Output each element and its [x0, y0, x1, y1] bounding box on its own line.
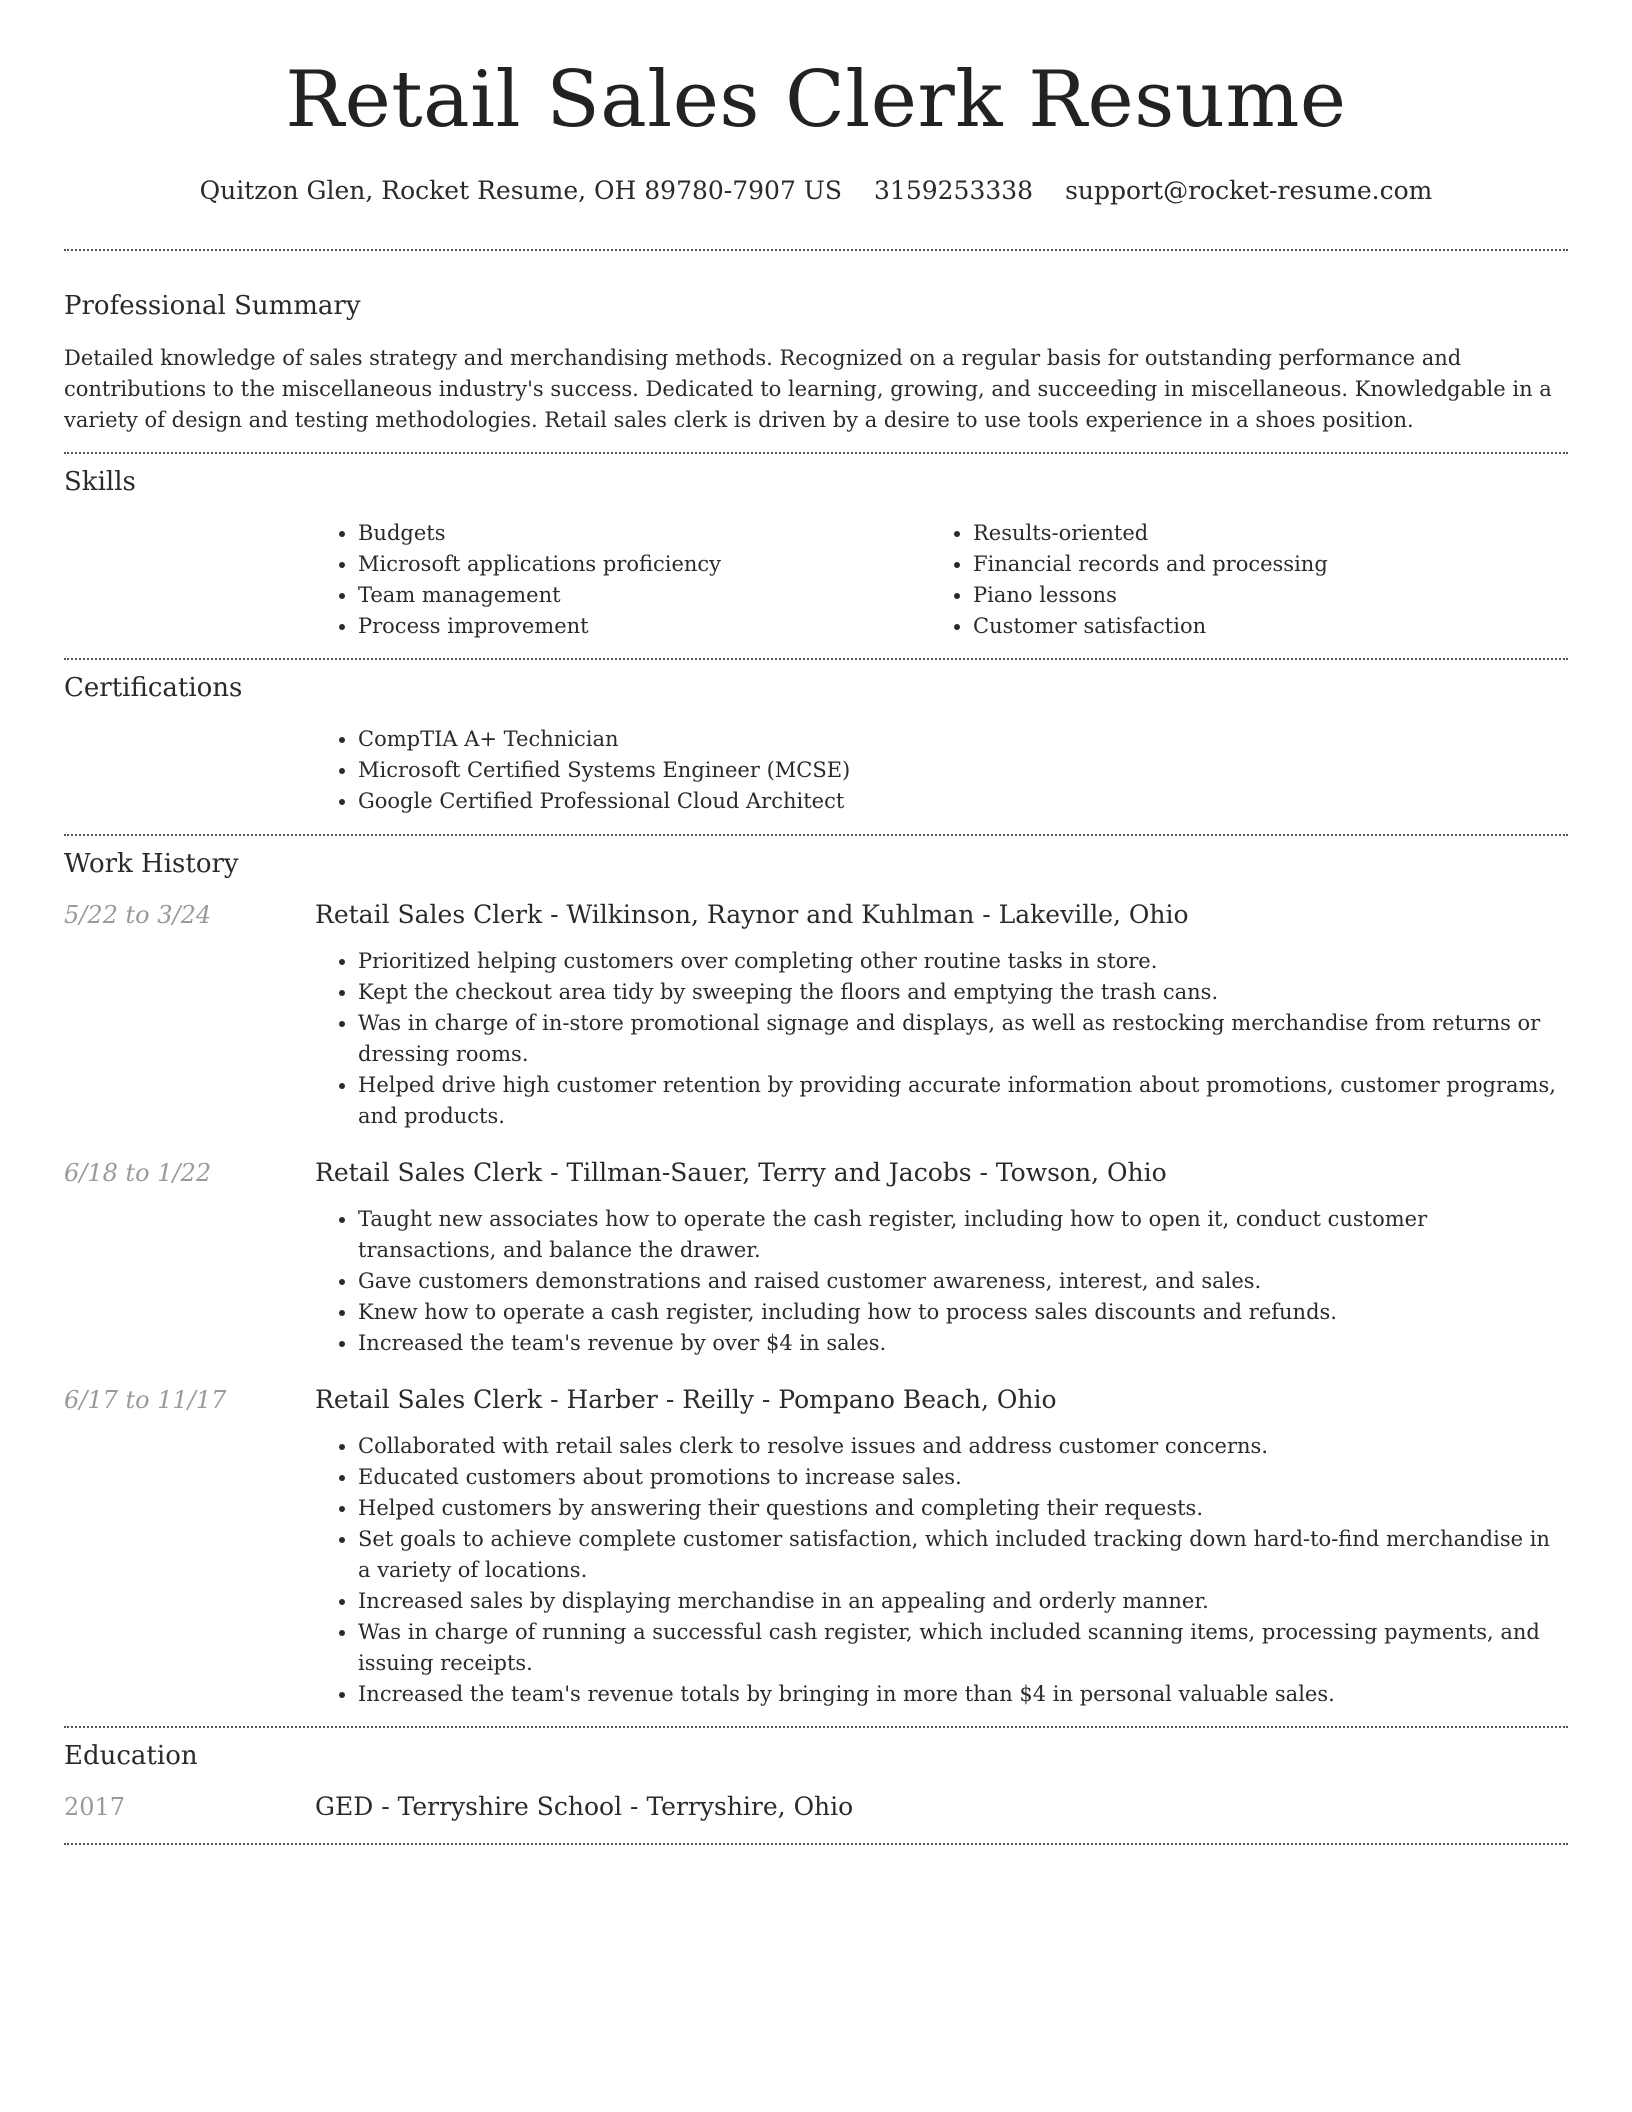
skills-list — [315, 518, 1568, 642]
header-divider — [64, 249, 1568, 251]
certification-item: • CompTIA A+ Technician — [358, 724, 1568, 755]
certifications-heading: Certifications — [64, 673, 243, 703]
skill-item: • Piano lessons — [973, 580, 1568, 611]
job-entry — [64, 900, 1568, 1132]
job-title: Retail Sales Clerk - Tillman-Sauer, Terry and Jacobs - Towson, Ohio — [315, 1158, 1167, 1187]
education-year: 2017 — [64, 1793, 126, 1821]
certification-item: • Google Certified Professional Cloud Architect — [358, 786, 1568, 817]
job-duty: • Kept the checkout area tidy by sweeping the floors and emptying the trash cans. — [358, 977, 1568, 1008]
skill-item: • Financial records and processing — [973, 549, 1568, 580]
education-title: GED - Terryshire School - Terryshire, Ohio — [315, 1792, 854, 1821]
skill-item: • Budgets — [358, 518, 930, 549]
job-duty: • Increased the team's revenue by over $4 in sales. — [358, 1328, 1568, 1359]
certifications-divider — [64, 834, 1568, 836]
skill-item: • Results-oriented — [973, 518, 1568, 549]
job-header — [64, 1385, 1568, 1414]
certifications-list — [315, 724, 1568, 817]
job-duty: • Collaborated with retail sales clerk to resolve issues and address customer concerns. — [358, 1431, 1568, 1462]
work-history-section — [64, 846, 1568, 1710]
skill-item: • Process improvement — [358, 611, 930, 642]
job-duties — [315, 946, 1568, 1132]
job-duty: • Increased the team's revenue totals by bringing in more than $4 in personal valuable sales. — [358, 1679, 1568, 1710]
resume-title: Retail Sales Clerk Resume — [285, 55, 1347, 145]
job-duty: • Educated customers about promotions to increase sales. — [358, 1462, 1568, 1493]
skills-column-left — [315, 518, 930, 642]
contact-phone: 3159253338 — [874, 176, 1034, 205]
certifications-section — [64, 670, 1568, 817]
job-title: Retail Sales Clerk - Harber - Reilly - Pompano Beach, Ohio — [315, 1385, 1057, 1414]
job-duty: • Helped drive high customer retention by providing accurate information about promotions, customer programs, and products. — [358, 1070, 1568, 1132]
summary-divider — [64, 452, 1568, 454]
job-entry — [64, 1385, 1568, 1710]
skills-section — [64, 464, 1568, 642]
summary-text: Detailed knowledge of sales strategy and merchandising methods. Recognized on a regular basis for outstanding performance and contributions to the miscellaneous industry's success. Dedicated to learning, growing, and succeeding in miscellaneous. Knowledgable in a variety of design and testing methodologies. Retail sales clerk is driven by a desire to use tools experience in a shoes position. — [64, 346, 1552, 432]
work-history-heading: Work History — [64, 849, 239, 879]
job-dates: 6/17 to 11/17 — [64, 1386, 227, 1414]
job-duties — [315, 1204, 1568, 1359]
certification-item: • Microsoft Certified Systems Engineer (MCSE) — [358, 755, 1568, 786]
job-title: Retail Sales Clerk - Wilkinson, Raynor and Kuhlman - Lakeville, Ohio — [315, 900, 1189, 929]
skills-column-right — [930, 518, 1568, 642]
skills-divider — [64, 658, 1568, 660]
job-duty: • Set goals to achieve complete customer satisfaction, which included tracking down hard-to-find merchandise in a variety of locations. — [358, 1524, 1568, 1586]
skill-item: • Microsoft applications proficiency — [358, 549, 930, 580]
education-heading: Education — [64, 1741, 198, 1771]
work-history-divider — [64, 1726, 1568, 1728]
job-duty: • Taught new associates how to operate the cash register, including how to open it, conduct customer transactions, and balance the drawer. — [358, 1204, 1568, 1266]
job-dates: 5/22 to 3/24 — [64, 901, 212, 929]
job-entry — [64, 1158, 1568, 1359]
contact-address: Quitzon Glen, Rocket Resume, OH 89780-7907 US — [199, 176, 843, 205]
job-duty: • Helped customers by answering their questions and completing their requests. — [358, 1493, 1568, 1524]
education-entry — [64, 1792, 1568, 1821]
job-duty: • Was in charge of running a successful cash register, which included scanning items, processing payments, and issuing receipts. — [358, 1617, 1568, 1679]
job-duty: • Gave customers demonstrations and raised customer awareness, interest, and sales. — [358, 1266, 1568, 1297]
job-header — [64, 1158, 1568, 1187]
job-duty: • Increased sales by displaying merchandise in an appealing and orderly manner. — [358, 1586, 1568, 1617]
job-duty: • Was in charge of in-store promotional signage and displays, as well as restocking merchandise from returns or dressing rooms. — [358, 1008, 1568, 1070]
contact-email: support@rocket-resume.com — [1065, 176, 1433, 205]
education-section — [64, 1738, 1568, 1821]
skills-heading: Skills — [64, 467, 136, 497]
skill-item: • Team management — [358, 580, 930, 611]
job-duty: • Knew how to operate a cash register, including how to process sales discounts and refunds. — [358, 1297, 1568, 1328]
job-header — [64, 900, 1568, 929]
summary-heading: Professional Summary — [64, 291, 361, 321]
job-dates: 6/18 to 1/22 — [64, 1159, 212, 1187]
skill-item: • Customer satisfaction — [973, 611, 1568, 642]
contact-line — [64, 174, 1568, 208]
job-duties — [315, 1431, 1568, 1710]
summary-section — [64, 288, 1568, 436]
job-duty: • Prioritized helping customers over completing other routine tasks in store. — [358, 946, 1568, 977]
education-divider — [64, 1843, 1568, 1845]
